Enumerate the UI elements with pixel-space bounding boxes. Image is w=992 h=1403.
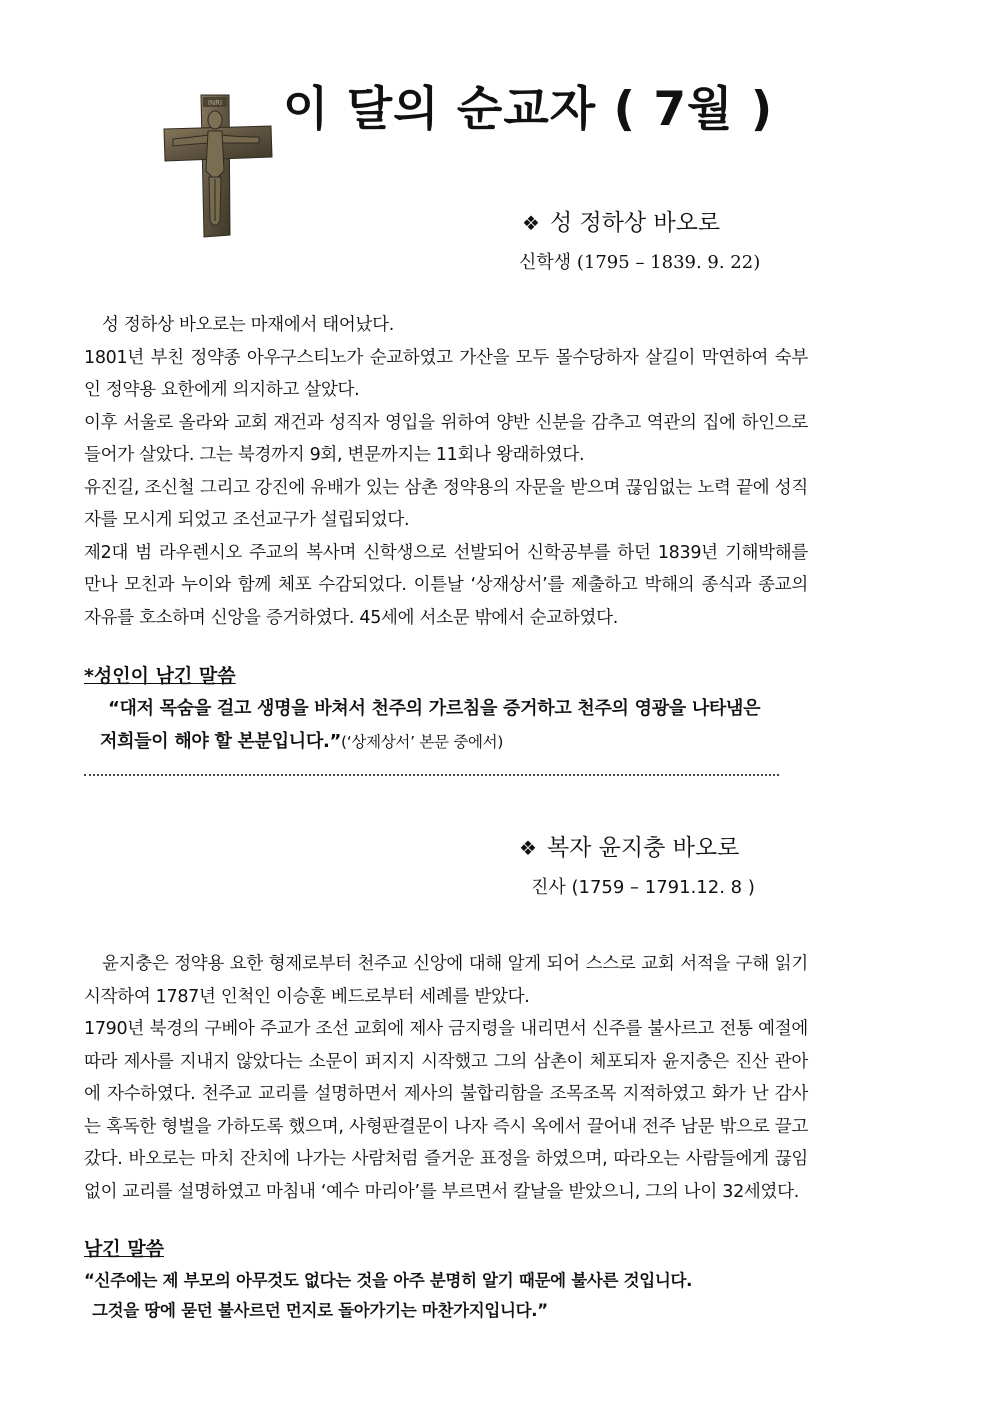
saint1-dates: 신학생 (1795 – 1839. 9. 22)	[519, 251, 761, 273]
saint2-quote	[84, 1266, 814, 1326]
saint2-quote-label: 남긴 말씀	[84, 1238, 165, 1260]
saint1-biography	[84, 309, 808, 634]
quote-line: 저희들이 해야 할 본분입니다.”	[100, 731, 342, 752]
diamond-bullet-icon: ❖	[522, 211, 540, 235]
saint1-quote-label: *성인이 남긴 말씀	[84, 665, 236, 687]
paragraph: 성 정하상 바오로는 마재에서 태어났다.	[102, 315, 394, 335]
quote-line: 그것을 땅에 묻던 불사르던 먼지로 돌아가기는 마찬가지입니다.”	[92, 1301, 548, 1320]
quote-line-2	[100, 725, 824, 759]
saint2-biography	[84, 948, 808, 1208]
quote-line: “대저 목숨을 걸고 생명을 바쳐서 천주의 가르침을 증거하고 천주의 영광을 나타냄은	[108, 698, 761, 719]
paragraph: 제2대 범 라우렌시오 주교의 복사며 신학생으로 선발되어 신학공부를 하던 1839년 기해박해를 만나 모친과 누이와 함께 체포 수감되었다. 이튿날 ‘상재상서’를 제출하고 박해의 종식과 종교의 자유를 호소하며 신앙을 증거하였다. 45세에 서소문 밖에서 순교하였다.	[84, 542, 808, 628]
crucifix-icon	[163, 93, 273, 238]
quote-source: (‘상제상서’ 본문 중에서)	[341, 733, 504, 751]
saint1-name-line	[522, 210, 760, 238]
saint1-header	[519, 210, 761, 273]
saint2-dates: 진사 (1759 – 1791.12. 8 )	[531, 876, 755, 898]
quote-line: “신주에는 제 부모의 아무것도 없다는 것을 아주 분명히 알기 때문에 불사른 것입니다.	[84, 1271, 693, 1290]
saint2-name: 복자 윤지충 바오로	[546, 835, 740, 861]
saint1-quote	[100, 692, 824, 759]
paragraph: 1790년 북경의 구베아 주교가 조선 교회에 제사 금지령을 내리면서 신주를 불사르고 전통 예절에 따라 제사를 지내지 않았다는 소문이 퍼지지 시작했고 그의 삼촌이 체포되자 윤지충은 진산 관아에 자수하였다. 천주교 교리를 설명하면서 제사의 불합리함을 조목조목 지적하였고 화가 난 감사는 혹독한 형벌을 가하도록 했으며, 사형판결문이 나자 즉시 옥에서 끌어내 전주 남문 밖으로 끌고 갔다. 바오로는 마치 잔치에 나가는 사람처럼 즐거운 표정을 하였으며, 따라오는 사람들에게 끊임없이 교리를 설명하였고 마침내 ‘예수 마리아’를 부르면서 칼날을 받았으니, 그의 나이 32세였다.	[84, 1019, 808, 1202]
svg-text:INRI: INRI	[207, 99, 223, 107]
paragraph: 윤지충은 정약용 요한 형제로부터 천주교 신앙에 대해 알게 되어 스스로 교회 서적을 구해 읽기 시작하여 1787년 인척인 이승훈 베드로부터 세례를 받았다.	[84, 954, 808, 1007]
paragraph: 1801년 부친 정약종 아우구스티노가 순교하였고 가산을 모두 몰수당하자 살길이 막연하여 숙부인 정약용 요한에게 의지하고 살았다.	[84, 347, 808, 400]
paragraph: 이후 서울로 올라와 교회 재건과 성직자 영입을 위하여 양반 신분을 감추고 역관의 집에 하인으로 들어가 살았다. 그는 북경까지 9회, 변문까지는 11회나 왕래하였다.	[84, 412, 808, 465]
saint2-name-line	[519, 835, 755, 863]
dotted-divider	[84, 774, 779, 776]
paragraph: 유진길, 조신철 그리고 강진에 유배가 있는 삼촌 정약용의 자문을 받으며 끊임없는 노력 끝에 성직자를 모시게 되었고 조선교구가 설립되었다.	[84, 477, 808, 530]
diamond-bullet-icon: ❖	[519, 836, 537, 860]
saint2-header	[519, 835, 755, 898]
saint1-name: 성 정하상 바오로	[549, 210, 721, 236]
page-title: 이 달의 순교자 ( 7월 )	[283, 82, 774, 137]
